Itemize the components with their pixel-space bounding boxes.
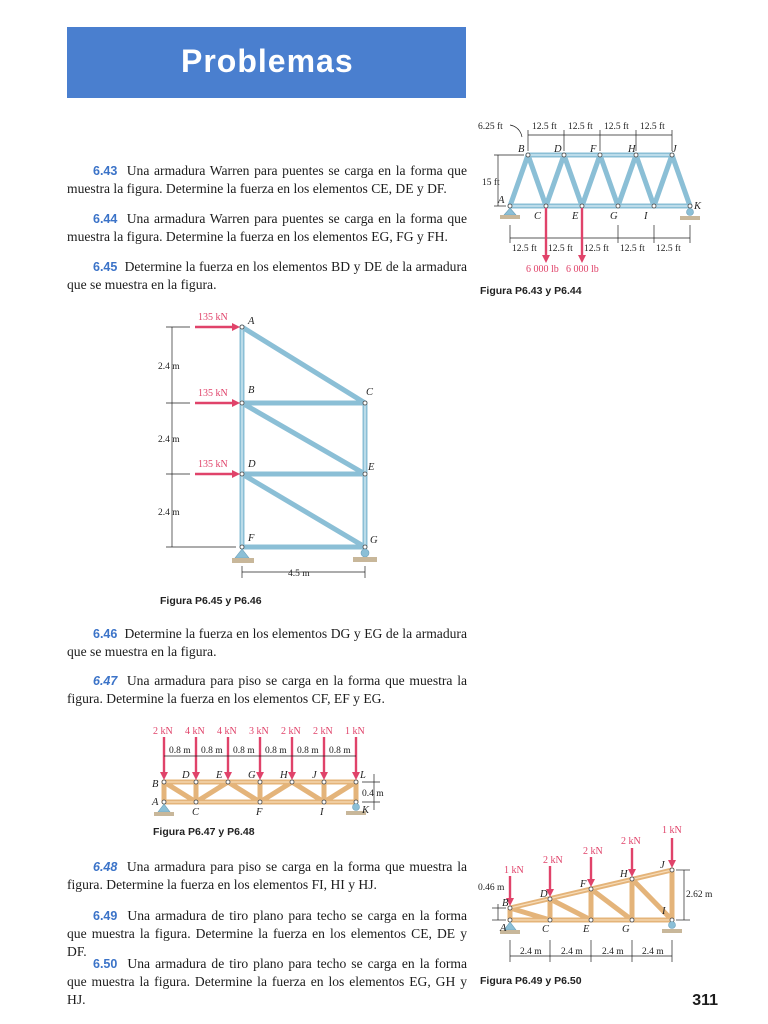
dim-label: 6.25 ft bbox=[478, 122, 503, 132]
problem-6-49 bbox=[67, 907, 467, 961]
problem-text: Determine la fuerza en los elementos BD y DE de la armadura que se muestra en la figura. bbox=[67, 259, 468, 292]
dim-label: 12.5 ft bbox=[620, 244, 645, 254]
load-label: 2 kN bbox=[281, 726, 301, 737]
node-label: A bbox=[500, 923, 507, 934]
dim-label: 2.4 m bbox=[642, 947, 664, 957]
dim-label: 2.4 m bbox=[561, 947, 583, 957]
node-label: F bbox=[590, 144, 597, 155]
problem-text: Una armadura de tiro plano para techo se carga en la forma que muestra la figura. Determine la fuerza en los elementos EG, GH y HJ. bbox=[67, 956, 467, 1007]
load-label: 2 kN bbox=[583, 846, 603, 857]
problem-text: Una armadura para piso se carga en la forma que muestra la figura. Determine la fuerza en los elementos FI, HI y HJ. bbox=[67, 859, 468, 892]
load-label: 4 kN bbox=[217, 726, 237, 737]
warren-supports bbox=[500, 208, 700, 220]
problem-text: Una armadura de tiro plano para techo se carga en la forma que muestra la figura. Determine la fuerza en los elementos CE, DE y DF. bbox=[67, 908, 467, 959]
node-label: J bbox=[672, 144, 677, 155]
warren-loads bbox=[542, 208, 586, 263]
load-label: 1 kN bbox=[504, 865, 524, 876]
load-label: 4 kN bbox=[185, 726, 205, 737]
problem-6-43 bbox=[67, 162, 467, 198]
dim-label: 0.8 m bbox=[233, 746, 255, 756]
figure-caption: Figura P6.47 y P6.48 bbox=[153, 826, 255, 838]
figure-caption: Figura P6.49 y P6.50 bbox=[480, 975, 582, 987]
node-label: I bbox=[662, 906, 666, 917]
load-label: 135 kN bbox=[198, 312, 228, 323]
dim-label: 2.4 m bbox=[602, 947, 624, 957]
node-label: G bbox=[370, 535, 378, 546]
problem-number: 6.47 bbox=[93, 674, 118, 688]
node-label: I bbox=[644, 211, 648, 222]
node-label: K bbox=[694, 201, 702, 212]
node-label: B bbox=[248, 385, 255, 396]
node-label: H bbox=[628, 144, 636, 155]
node-label: B bbox=[152, 779, 159, 790]
problem-number: 6.43 bbox=[93, 164, 118, 178]
load-label: 6 000 lb bbox=[526, 264, 559, 275]
node-label: G bbox=[248, 770, 256, 781]
problem-text: Una armadura para piso se carga en la forma que muestra la figura. Determine la fuerza en los elementos CF, EF y EG. bbox=[67, 673, 468, 706]
node-label: E bbox=[216, 770, 223, 781]
node-label: J bbox=[312, 770, 317, 781]
problem-number: 6.49 bbox=[93, 909, 118, 923]
dim-label: 12.5 ft bbox=[640, 122, 665, 132]
node-label: B bbox=[518, 144, 525, 155]
node-label: D bbox=[248, 459, 256, 470]
load-label: 2 kN bbox=[621, 836, 641, 847]
dim-label: 4.5 m bbox=[288, 569, 310, 579]
dim-label: 2.4 m bbox=[158, 435, 180, 445]
dim-label: 0.4 m bbox=[362, 789, 384, 799]
floor-loads bbox=[160, 737, 360, 780]
dim-label: 12.5 ft bbox=[584, 244, 609, 254]
node-label: F bbox=[256, 807, 263, 818]
problem-6-44 bbox=[67, 210, 467, 246]
node-label: C bbox=[192, 807, 200, 818]
roof-truss-figure bbox=[476, 820, 726, 972]
node-label: A bbox=[498, 195, 505, 206]
warren-members bbox=[510, 155, 690, 206]
problem-number: 6.48 bbox=[93, 860, 118, 874]
load-label: 2 kN bbox=[313, 726, 333, 737]
dim-label: 15 ft bbox=[482, 178, 500, 188]
node-label: A bbox=[152, 797, 159, 808]
node-label: E bbox=[583, 924, 590, 935]
dim-label: 0.8 m bbox=[297, 746, 319, 756]
problem-6-46 bbox=[67, 625, 467, 661]
problem-6-47 bbox=[67, 672, 467, 708]
floor-members bbox=[164, 782, 356, 802]
page-number: 311 bbox=[692, 992, 718, 1009]
node-label: F bbox=[580, 879, 587, 890]
dim-label: 0.8 m bbox=[201, 746, 223, 756]
node-label: F bbox=[248, 533, 255, 544]
node-label: I bbox=[320, 807, 324, 818]
node-label: C bbox=[542, 924, 550, 935]
node-label: J bbox=[660, 860, 665, 871]
dim-label: 12.5 ft bbox=[512, 244, 537, 254]
dim-label: 2.4 m bbox=[158, 508, 180, 518]
dim-label: 12.5 ft bbox=[548, 244, 573, 254]
figure-caption: Figura P6.45 y P6.46 bbox=[160, 595, 262, 607]
load-label: 135 kN bbox=[198, 459, 228, 470]
frame-dimensions bbox=[166, 327, 365, 578]
problem-text: Una armadura Warren para puentes se carga en la forma que muestra la figura. Determine la fuerza en los elementos EG, FG y FH. bbox=[67, 211, 467, 244]
load-label: 2 kN bbox=[153, 726, 173, 737]
figure-caption: Figura P6.43 y P6.44 bbox=[480, 285, 582, 297]
problem-6-45 bbox=[67, 258, 467, 294]
dim-label: 0.46 m bbox=[478, 883, 505, 893]
load-label: 2 kN bbox=[543, 855, 563, 866]
node-label: B bbox=[502, 898, 509, 909]
problem-number: 6.45 bbox=[93, 260, 118, 274]
dim-label: 12.5 ft bbox=[656, 244, 681, 254]
problem-number: 6.44 bbox=[93, 212, 118, 226]
node-label: C bbox=[366, 387, 374, 398]
problem-number: 6.50 bbox=[93, 957, 118, 971]
problem-number: 6.46 bbox=[93, 627, 118, 641]
dim-label: 2.62 m bbox=[686, 890, 713, 900]
node-label: D bbox=[182, 770, 190, 781]
dim-label: 12.5 ft bbox=[568, 122, 593, 132]
node-label: K bbox=[362, 805, 370, 816]
load-label: 1 kN bbox=[662, 825, 682, 836]
problem-6-50 bbox=[67, 955, 467, 1009]
node-label: A bbox=[248, 316, 255, 327]
node-label: C bbox=[534, 211, 542, 222]
dim-label: 0.8 m bbox=[329, 746, 351, 756]
node-label: G bbox=[622, 924, 630, 935]
frame-truss-figure bbox=[150, 308, 400, 588]
dim-label: 2.4 m bbox=[520, 947, 542, 957]
load-label: 6 000 lb bbox=[566, 264, 599, 275]
node-label: H bbox=[280, 770, 288, 781]
node-label: L bbox=[360, 770, 366, 781]
problem-text: Determine la fuerza en los elementos DG y EG de la armadura que se muestra en la figura. bbox=[67, 626, 467, 659]
node-label: E bbox=[368, 462, 375, 473]
dim-label: 12.5 ft bbox=[604, 122, 629, 132]
section-header bbox=[67, 27, 466, 98]
dim-label: 2.4 m bbox=[158, 362, 180, 372]
node-label: D bbox=[540, 889, 548, 900]
dim-label: 12.5 ft bbox=[532, 122, 557, 132]
floor-truss-figure bbox=[140, 722, 410, 822]
section-title: Problemas bbox=[181, 43, 354, 79]
node-label: G bbox=[610, 211, 618, 222]
problem-6-48 bbox=[67, 858, 467, 894]
frame-supports bbox=[232, 549, 377, 563]
node-label: D bbox=[554, 144, 562, 155]
node-label: H bbox=[620, 869, 628, 880]
load-label: 135 kN bbox=[198, 388, 228, 399]
dim-label: 0.8 m bbox=[265, 746, 287, 756]
load-label: 3 kN bbox=[249, 726, 269, 737]
frame-members bbox=[242, 327, 365, 547]
warren-truss-figure bbox=[476, 115, 726, 280]
frame-loads bbox=[195, 323, 240, 478]
problem-text: Una armadura Warren para puentes se carga en la forma que muestra la figura. Determine la fuerza en los elementos CE, DE y DF. bbox=[67, 163, 467, 196]
node-label: E bbox=[572, 211, 579, 222]
load-label: 1 kN bbox=[345, 726, 365, 737]
dim-label: 0.8 m bbox=[169, 746, 191, 756]
roof-supports bbox=[500, 922, 682, 935]
